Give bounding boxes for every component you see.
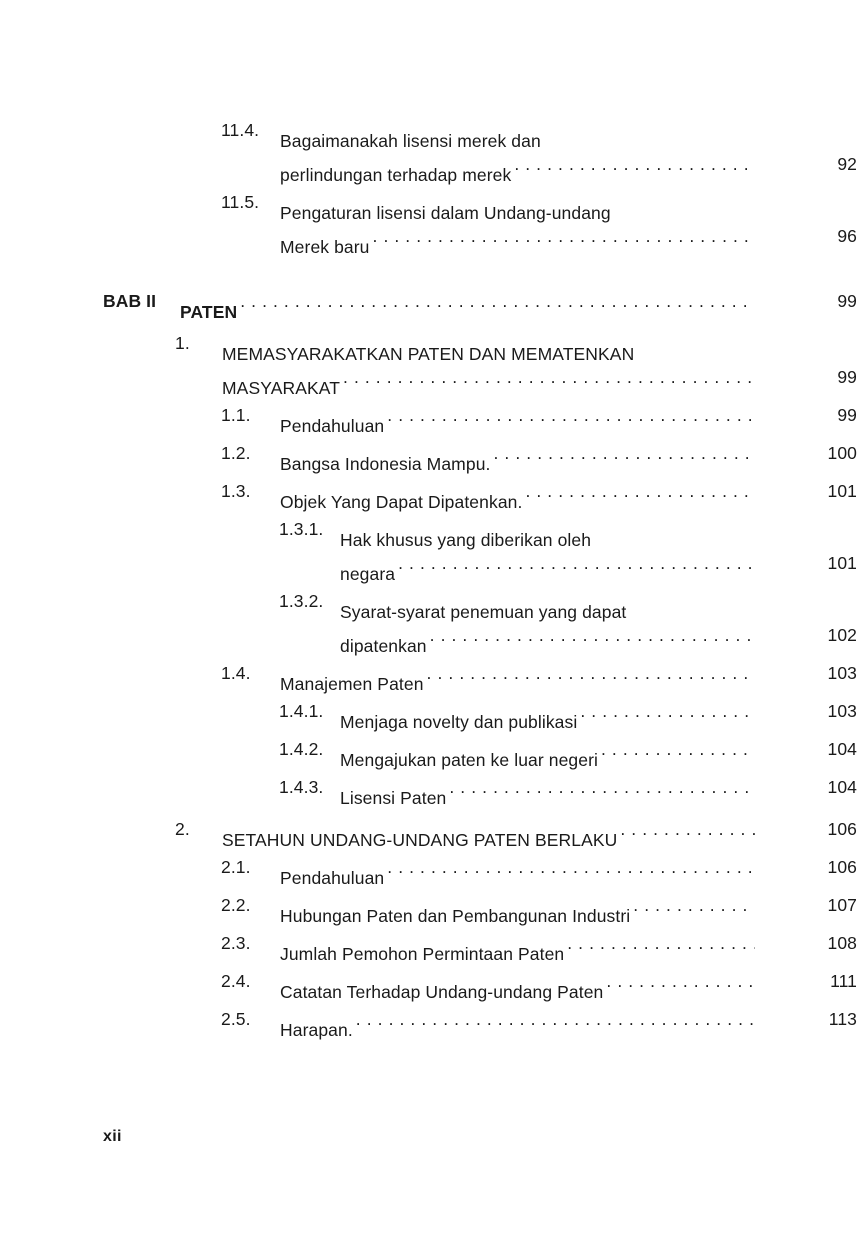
toc-entry-title: Hubungan Paten dan Pembangunan Industri	[280, 906, 631, 926]
toc-entry-number: 2.3.	[221, 933, 251, 953]
toc-entry-body	[180, 284, 755, 322]
toc-entry-page-number: 101	[827, 481, 857, 501]
toc-entry[interactable]	[0, 398, 857, 436]
toc-entry[interactable]	[0, 512, 857, 584]
toc-entry-number: 1.3.1.	[279, 519, 324, 539]
toc-entry-body	[280, 436, 755, 474]
toc-entry-line	[0, 584, 857, 622]
toc-entry-page-number: 102	[827, 625, 857, 645]
toc-entry[interactable]	[0, 436, 857, 474]
toc-entry-title: MASYARAKAT	[222, 378, 341, 398]
toc-entry-title: Jumlah Pemohon Permintaan Paten	[280, 944, 565, 964]
toc-entry-title: MEMASYARAKATKAN PATEN DAN MEMATENKAN	[222, 344, 635, 364]
dot-leader	[398, 546, 755, 580]
dot-leader	[606, 964, 755, 998]
toc-entry-number: 1.3.2.	[279, 591, 324, 611]
toc-entry[interactable]	[0, 656, 857, 694]
toc-entry-title: Pendahuluan	[280, 416, 385, 436]
toc-entry-title: negara	[340, 564, 396, 584]
toc-entry-page-number: 104	[827, 777, 857, 797]
dot-leader	[514, 147, 755, 181]
toc-entry-line	[0, 185, 857, 223]
toc-entry-number: 2.5.	[221, 1009, 251, 1029]
toc-entry-body	[340, 694, 755, 732]
toc-entry-body	[280, 219, 755, 257]
toc-entry-number: 1.4.2.	[279, 739, 324, 759]
dot-leader	[544, 113, 755, 147]
toc-entry-line	[0, 732, 857, 770]
toc-entry-number: 11.4.	[221, 120, 260, 140]
toc-entry-body	[280, 113, 755, 151]
toc-entry-number: 1.	[175, 333, 190, 353]
toc-entry-title: Bagaimanakah lisensi merek dan	[280, 131, 541, 151]
dot-leader	[567, 926, 755, 960]
toc-entry-line	[0, 326, 857, 364]
toc-entry-list	[0, 113, 857, 1040]
toc-entry-title: Bangsa Indonesia Mampu.	[280, 454, 491, 474]
toc-entry-body	[280, 926, 755, 964]
dot-leader	[629, 584, 755, 618]
toc-entry-body	[280, 888, 755, 926]
toc-entry-number: 1.3.	[221, 481, 251, 501]
toc-entry-page-number: 106	[827, 857, 857, 877]
toc-entry-title: Harapan.	[280, 1020, 353, 1040]
toc-entry-body	[280, 147, 755, 185]
page-folio: xii	[103, 1128, 122, 1145]
dot-leader	[614, 185, 755, 219]
toc-entry-body	[340, 546, 755, 584]
toc-entry-page-number: 92	[837, 154, 857, 174]
toc-entry[interactable]	[0, 812, 857, 850]
toc-entry-body	[222, 812, 755, 850]
toc-entry-number: 1.2.	[221, 443, 251, 463]
toc-entry-body	[222, 360, 755, 398]
toc-entry-title: Catatan Terhadap Undang-undang Paten	[280, 982, 604, 1002]
toc-entry-title: Syarat-syarat penemuan yang dapat	[340, 602, 627, 622]
toc-entry[interactable]	[0, 732, 857, 770]
toc-entry-title: SETAHUN UNDANG-UNDANG PATEN BERLAKU	[222, 830, 618, 850]
dot-leader	[633, 888, 755, 922]
toc-entry-page-number: 99	[837, 291, 857, 311]
toc-entry-body	[340, 618, 755, 656]
dot-leader	[601, 732, 755, 766]
toc-entry-title: dipatenkan	[340, 636, 427, 656]
toc-entry-page-number: 101	[827, 553, 857, 573]
toc-entry[interactable]	[0, 284, 857, 322]
toc-entry-page-number: 99	[837, 367, 857, 387]
toc-entry-body	[280, 1002, 755, 1040]
dot-leader	[594, 512, 755, 546]
toc-entry-line	[0, 512, 857, 550]
toc-entry-title: Pengaturan lisensi dalam Undang-undang	[280, 203, 611, 223]
toc-entry-body	[280, 185, 755, 223]
toc-entry-page-number: 107	[827, 895, 857, 915]
toc-entry-line	[0, 436, 857, 474]
toc-entry[interactable]	[0, 926, 857, 964]
toc-entry-line	[0, 618, 857, 656]
toc-entry-line	[0, 284, 857, 322]
toc-entry-line	[0, 1002, 857, 1040]
toc-entry-line	[0, 656, 857, 694]
toc-entry-number: 11.5.	[221, 192, 260, 212]
toc-entry-body	[280, 474, 755, 512]
toc-entry[interactable]	[0, 185, 857, 257]
toc-entry-page-number: 104	[827, 739, 857, 759]
dot-leader	[449, 770, 755, 804]
toc-entry-body	[340, 732, 755, 770]
toc-entry-number: 1.4.3.	[279, 777, 324, 797]
toc-entry-line	[0, 398, 857, 436]
toc-entry-number: BAB II	[103, 291, 157, 311]
toc-entry-page-number: 103	[827, 663, 857, 683]
dot-leader	[430, 618, 755, 652]
toc-entry-line	[0, 360, 857, 398]
toc-entry-body	[280, 398, 755, 436]
toc-entry-line	[0, 546, 857, 584]
dot-leader	[356, 1002, 755, 1036]
toc-entry-number: 1.4.	[221, 663, 251, 683]
toc-entry-body	[280, 964, 755, 1002]
dot-leader	[580, 694, 755, 728]
dot-leader	[343, 360, 755, 394]
toc-entry-line	[0, 964, 857, 1002]
toc-entry-line	[0, 850, 857, 888]
toc-entry[interactable]	[0, 964, 857, 1002]
toc-entry-title: Hak khusus yang diberikan oleh	[340, 530, 592, 550]
toc-entry-title: PATEN	[180, 302, 238, 322]
toc-entry-line	[0, 770, 857, 808]
toc-entry-number: 2.4.	[221, 971, 251, 991]
toc-entry-page-number: 108	[827, 933, 857, 953]
toc-entry-body	[340, 512, 755, 550]
toc-entry-line	[0, 812, 857, 850]
toc-entry[interactable]	[0, 1002, 857, 1040]
toc-entry-body	[340, 584, 755, 622]
toc-entry-line	[0, 474, 857, 512]
toc-entry-body	[280, 850, 755, 888]
toc-entry-page-number: 100	[827, 443, 857, 463]
toc-entry-page-number: 111	[830, 971, 857, 991]
dot-leader	[373, 219, 755, 253]
toc-entry[interactable]	[0, 888, 857, 926]
toc-entry-number: 1.1.	[221, 405, 251, 425]
toc-entry-line	[0, 219, 857, 257]
toc-entry-page-number: 96	[837, 226, 857, 246]
toc-entry-title: Menjaga novelty dan publikasi	[340, 712, 578, 732]
toc-entry-number: 2.	[175, 819, 190, 839]
toc-entry-body	[280, 656, 755, 694]
dot-leader	[427, 656, 755, 690]
toc-entry-title: Manajemen Paten	[280, 674, 424, 694]
toc-entry-title: Lisensi Paten	[340, 788, 447, 808]
dot-leader	[637, 326, 755, 360]
dot-leader	[387, 850, 755, 884]
toc-entry[interactable]	[0, 113, 857, 185]
toc-entry-line	[0, 888, 857, 926]
toc-entry-page-number: 103	[827, 701, 857, 721]
toc-entry-number: 1.4.1.	[279, 701, 324, 721]
toc-entry-page-number: 113	[828, 1009, 857, 1029]
dot-leader	[525, 474, 755, 508]
dot-leader	[240, 284, 755, 318]
toc-entry-line	[0, 113, 857, 151]
toc-entry-line	[0, 926, 857, 964]
toc-entry[interactable]	[0, 694, 857, 732]
toc-entry[interactable]	[0, 584, 857, 656]
toc-entry-line	[0, 694, 857, 732]
toc-entry-line	[0, 147, 857, 185]
toc-entry-number: 2.2.	[221, 895, 251, 915]
toc-entry[interactable]	[0, 474, 857, 512]
toc-entry-number: 2.1.	[221, 857, 251, 877]
dot-leader	[494, 436, 756, 470]
toc-entry-title: perlindungan terhadap merek	[280, 165, 512, 185]
toc-entry-title: Pendahuluan	[280, 868, 385, 888]
toc-entry-body	[222, 326, 755, 364]
toc-entry[interactable]	[0, 850, 857, 888]
toc-entry-page-number: 106	[827, 819, 857, 839]
dot-leader	[387, 398, 755, 432]
toc-entry-body	[340, 770, 755, 808]
toc-entry-title: Objek Yang Dapat Dipatenkan.	[280, 492, 523, 512]
toc-entry[interactable]	[0, 326, 857, 398]
dot-leader	[620, 812, 755, 846]
toc-entry-title: Mengajukan paten ke luar negeri	[340, 750, 598, 770]
toc-entry-title: Merek baru	[280, 237, 370, 257]
toc-entry-page-number: 99	[837, 405, 857, 425]
toc-entry[interactable]	[0, 770, 857, 808]
